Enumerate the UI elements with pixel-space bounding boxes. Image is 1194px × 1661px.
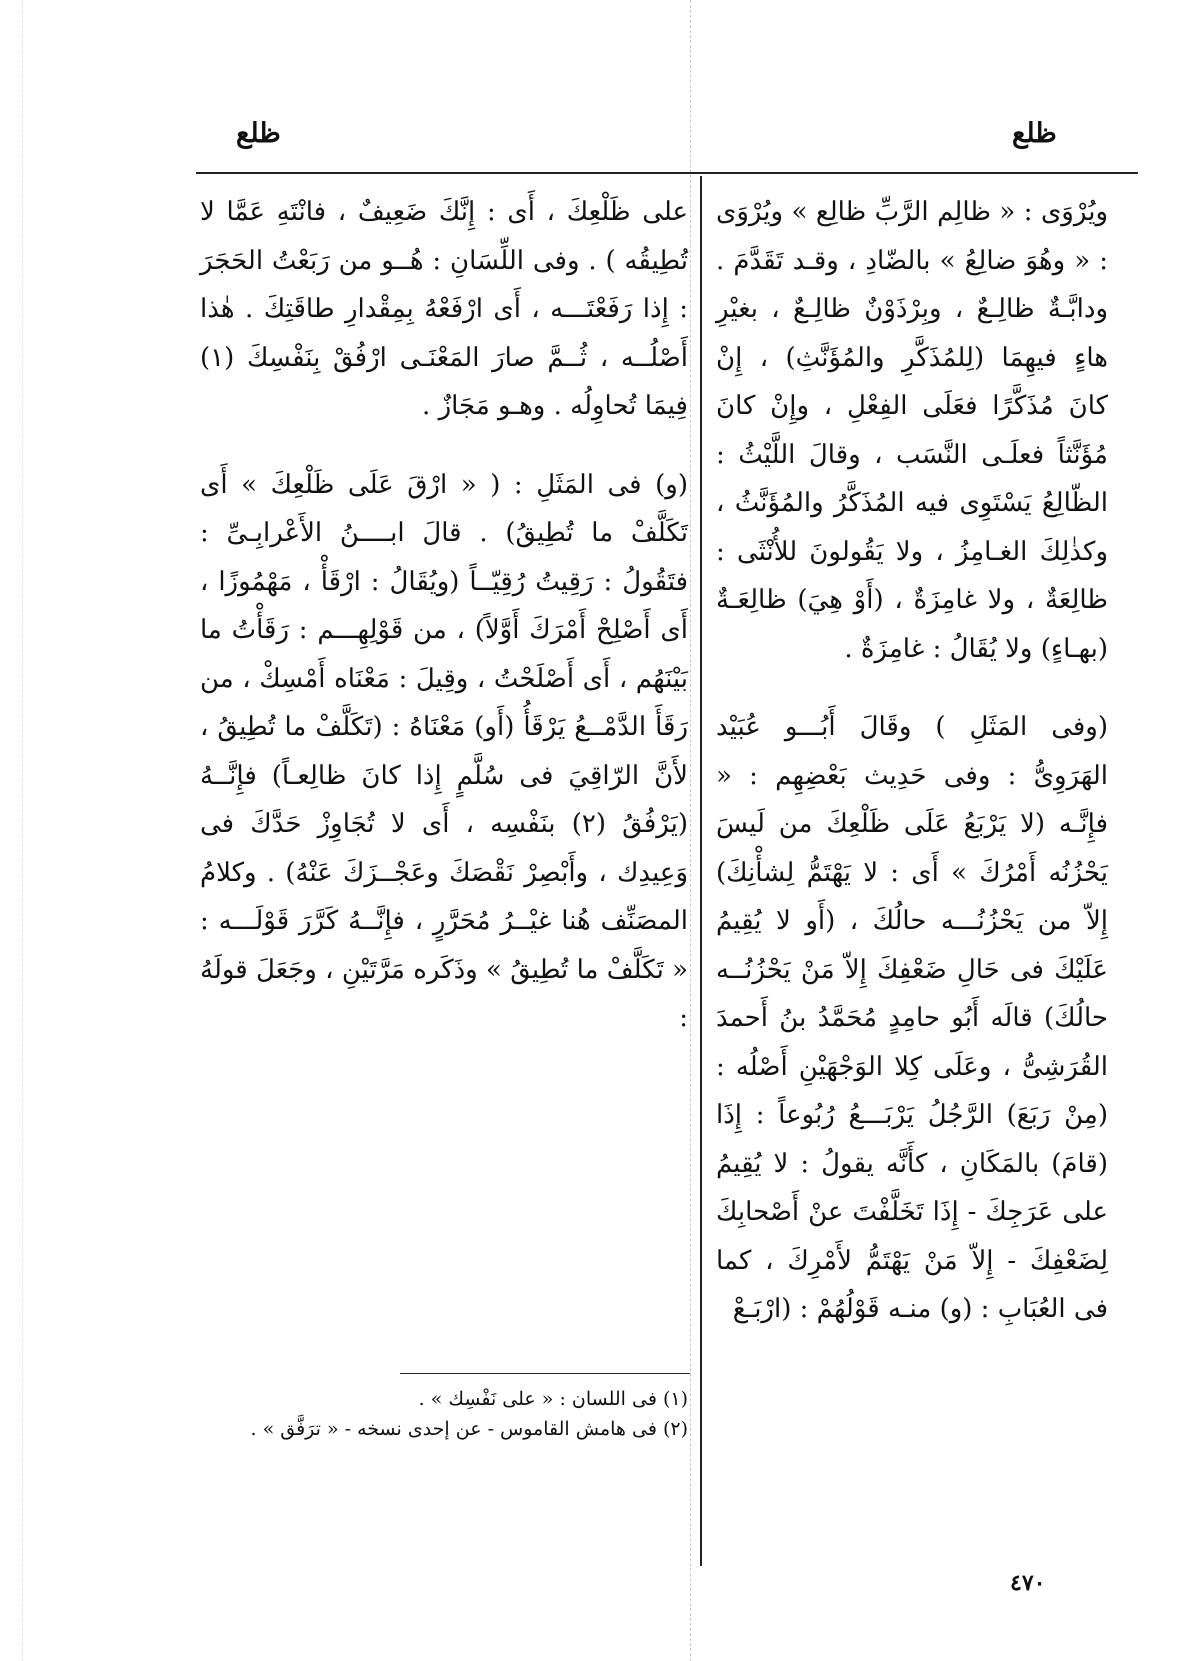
fold-line xyxy=(22,0,23,1661)
left-column xyxy=(200,188,688,1043)
paragraph: (وفى المَثَلِ ) وقَالَ أَبُـــو عُبَيْد الهَرَوِىُّ : وفى حَدِيث بَعْضِهِم : « فإِنَّـه (لا يَرْبَعُ عَلَى ظَلْعِكَ من لَيسَ يَحْزُنُه أَمْرُكَ » أَى : لا يَهْتَمُّ لِشأْنِكَ) إِلاّ من يَحْزُنُـــه حالُكَ ، (أَو لا يُقِيمُ عَلَيْكَ فى حَالِ ضَعْفِكَ إِلاّ مَنْ يَحْزُنُــه حالُكَ) قالَه أَبُو حامِدٍ مُحَمَّدُ بنُ أَحمدَ القُرَشِىُّ ، وعَلَى كِلا الوَجْهَيْنِ أَصْلُه : (مِنْ رَبَعَ) الرَّجُلُ يَرْبَـــعُ رُبُوعاً : إِذَا (قامَ) بالمَكَانِ ، كأَنَّه يقولُ : لا يُقِيمُ على عَرَجِكَ - إِذَا تَخَلَّفْتَ عنْ أَصْحابِكَ لِضَعْفِكَ - إِلاّ مَنْ يَهْتَمُّ لأَمْرِكَ ، كما فى العُبَابِ : (و) منـه قَوْلُهُمْ : (ارْبَـعْ xyxy=(716,712,1108,1324)
footnote: (١) فى اللسان : « على نَفْسِك » . xyxy=(418,1388,688,1410)
footnotes xyxy=(210,1384,688,1444)
footnote-rule xyxy=(400,1373,690,1374)
right-column xyxy=(716,188,1108,1334)
column-divider xyxy=(700,176,702,1566)
paragraph: ويُرْوَى : « ظالِم الرَّبِّ ظالِع » ويُرْوَى : « وهُوَ ضالِعُ » بالضّادِ ، وقـد تَقَدَّمَ . ودابَّـةٌ ظالِـعٌ ، وبِرْذَوْنٌ ظالِـعٌ ، بغيْرِ هاءٍ فيهِمَا (لِلمُذَكَّرِ والمُؤَنَّثِ) ، إِنْ كانَ مُذَكَّرًا فعَلَى الفِعْلِ ، وإِنْ كانَ مُؤَنَّثاً فعلَـى النَّسَب ، وقالَ اللَّيْثُ : الظّالِعُ يَسْتَوِى فيه المُذَكَّرُ والمُؤَنَّثُ ، وكذٰلِكَ الغـامِزُ ، ولا يَقُولونَ للأُنْثَى : ظالِعَةٌ ، ولا غامِزَةٌ ، (أَوْ هِيَ) ظالِعَـةٌ (بهـاءٍ) ولا يُقَالُ : غامِزَةٌ . xyxy=(716,197,1108,664)
header-keyword-right: ظلع xyxy=(1012,118,1057,149)
header-keyword-left: ظلع xyxy=(236,118,281,149)
paragraph: على ظَلْعِكَ ، أَى : إِنَّكَ ضَعِيفٌ ، فانْتَهِ عَمَّا لا تُطِيقُه ) . وفى اللِّسَانِ : هُــو من رَبَعْتُ الحَجَرَ : إِذا رَفَعْتَـــه ، أَى ارْفَعْهُ بِمِقْدارِ طاقَتِكَ . هٰذا أَصْلُــه ، ثُــمَّ صارَ المَعْنَـى ارْفُقْ بِنَفْسِكَ (١) فِيمَا تُحاوِلُه . وهـو مَجَازٌ . xyxy=(200,197,688,421)
page-number: ٤٧٠ xyxy=(1010,1570,1046,1596)
header-rule xyxy=(196,172,1138,174)
paragraph: (و) فى المَثَلِ : ( « ارْقَ عَلَى ظَلْعِكَ » أَى تَكَلَّفْ ما تُطِيقُ) . قالَ ابــــنُ الأَعْرابِـىِّ : فتَقُولُ : رَقِيتُ رُقِيّــاً (ويُقَالُ : ارْقَأْ ، مَهْمُوزًا ، أَى أَصْلِحْ أَمْرَكَ أَوَّلاً) ، من قَوْلِهِـــم : رَقَأْتُ ما بَيْنَهُم ، أَى أَصْلَحْتُ ، وقِيلَ : مَعْنَاه أَمْسِكْ ، من رَقَأَ الدَّمْــعُ يَرْقَأُ (أَو) مَعْنَاهُ : (تَكَلَّفْ ما تُطِيقُ ، لأَنَّ الرّاقِيَ فى سُلَّمٍ إِذا كانَ ظالِعـاً) فإِنَّــهُ (يَرْفُقُ (٢) بنَفْسِه ، أَى لا تُجَاوِزْ حَدَّكَ فى وَعِيدِك ، وأَبْصِرْ نَقْصَكَ وعَجْــزَكَ عَنْهُ) . وكلامُ المصَنِّف هُنا غيْــرُ مُحَرَّرٍ ، فإِنَّــهُ كَرَّرَ قَوْلَـــه : « تَكَلَّفْ ما تُطِيقُ » وذَكَره مَرَّتَيْنِ ، وجَعَلَ قولَهُ : xyxy=(200,469,688,1033)
fold-line xyxy=(690,0,691,1661)
footnote: (٢) فى هامش القاموس - عن إحدى نسخه - « ترَفَّق » . xyxy=(250,1418,688,1440)
